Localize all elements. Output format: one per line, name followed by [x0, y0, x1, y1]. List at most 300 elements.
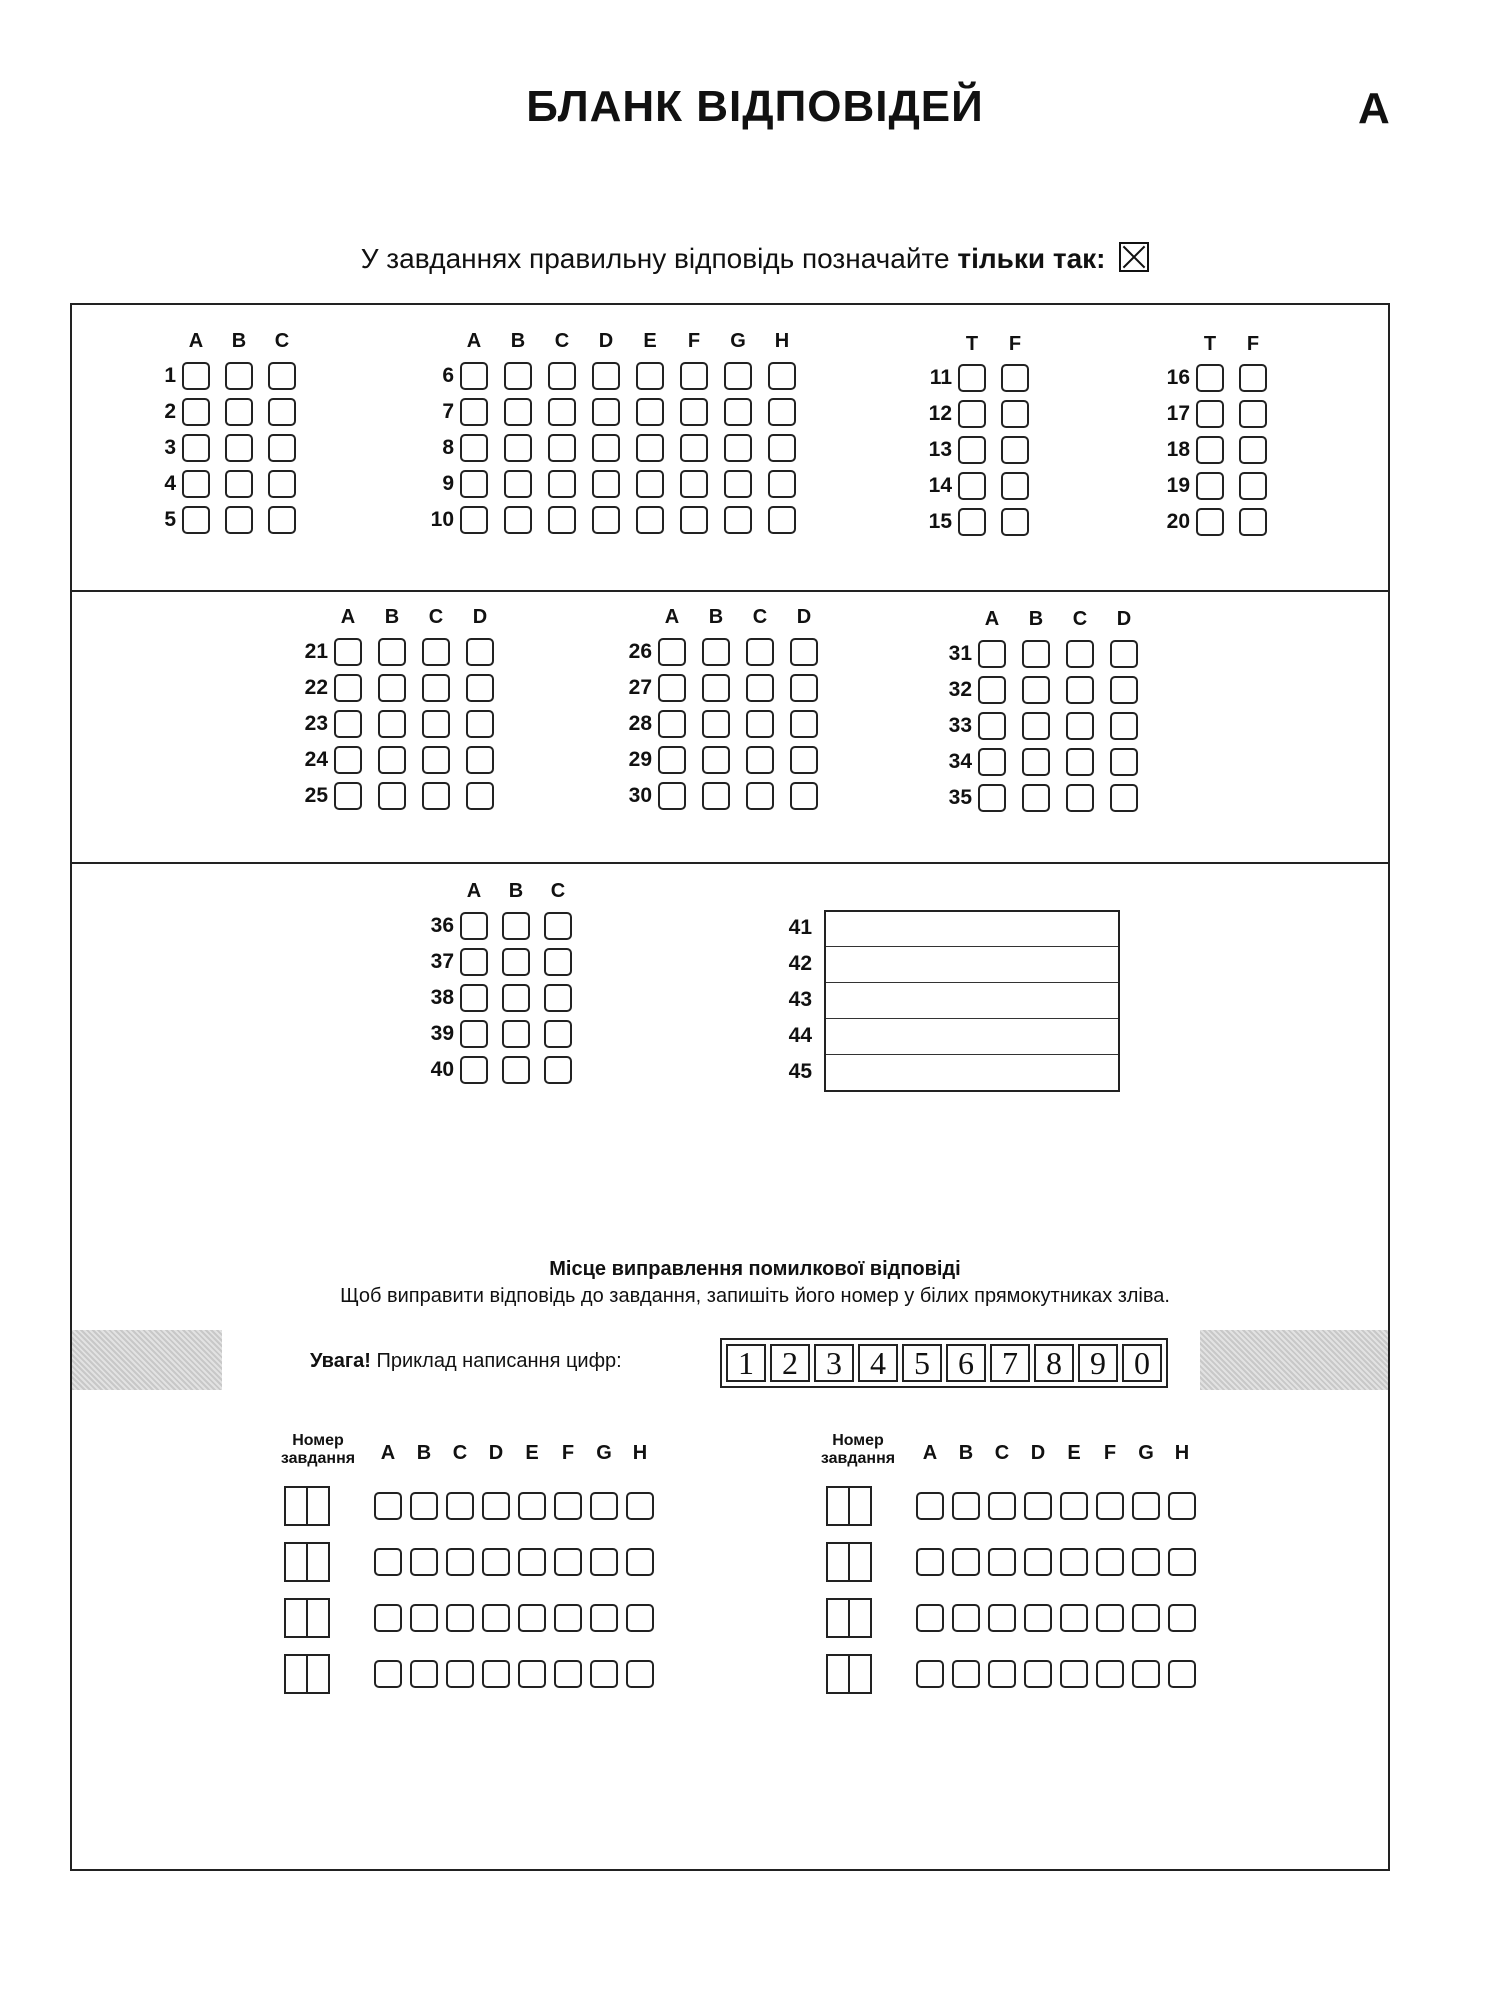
corr-right-answer-box-c[interactable] [988, 1604, 1016, 1632]
answer-box-26-b[interactable] [702, 638, 730, 666]
answer-box-26-a[interactable] [658, 638, 686, 666]
answer-box-8-h[interactable] [768, 434, 796, 462]
answer-box-7-c[interactable] [548, 398, 576, 426]
corr-left-answer-box-h[interactable] [626, 1660, 654, 1688]
corr-right-answer-box-e[interactable] [1060, 1604, 1088, 1632]
corr-right-answer-box-d[interactable] [1024, 1660, 1052, 1688]
corr-right-answer-box-c[interactable] [988, 1660, 1016, 1688]
corr-left-number-input[interactable] [284, 1598, 330, 1638]
answer-box-1-a[interactable] [182, 362, 210, 390]
corr-right-answer-box-a[interactable] [916, 1604, 944, 1632]
answer-box-36-b[interactable] [502, 912, 530, 940]
corr-left-answer-box-d[interactable] [482, 1492, 510, 1520]
answer-box-37-c[interactable] [544, 948, 572, 976]
number-label-line1: Номер [292, 1432, 344, 1449]
answer-box-27-c[interactable] [746, 674, 774, 702]
answer-box-29-c[interactable] [746, 746, 774, 774]
answer-box-24-a[interactable] [334, 746, 362, 774]
s2g1-header-d: D [472, 606, 488, 628]
answer-box-24-c[interactable] [422, 746, 450, 774]
question-number-26: 26 [628, 640, 652, 663]
answer-box-9-b[interactable] [504, 470, 532, 498]
answer-box-9-d[interactable] [592, 470, 620, 498]
question-number-38: 38 [430, 986, 454, 1009]
corr-left-header-c: C [452, 1442, 468, 1464]
answer-box-1-b[interactable] [225, 362, 253, 390]
answer-box-36-a[interactable] [460, 912, 488, 940]
answer-box-34-a[interactable] [978, 748, 1006, 776]
answer-box-27-d[interactable] [790, 674, 818, 702]
question-number-5: 5 [164, 508, 176, 531]
corr-left-answer-box-b[interactable] [410, 1660, 438, 1688]
answer-box-9-g[interactable] [724, 470, 752, 498]
answer-box-23-b[interactable] [378, 710, 406, 738]
answer-box-40-c[interactable] [544, 1056, 572, 1084]
answer-box-6-e[interactable] [636, 362, 664, 390]
answer-box-9-e[interactable] [636, 470, 664, 498]
corr-left-answer-box-g[interactable] [590, 1604, 618, 1632]
question-number-34: 34 [948, 750, 972, 773]
corr-left-answer-box-d[interactable] [482, 1660, 510, 1688]
s2g2-header-d: D [796, 606, 812, 628]
answer-box-25-d[interactable] [466, 782, 494, 810]
corr-left-answer-box-a[interactable] [374, 1604, 402, 1632]
corr-right-answer-box-b[interactable] [952, 1604, 980, 1632]
answer-box-35-a[interactable] [978, 784, 1006, 812]
answer-box-6-c[interactable] [548, 362, 576, 390]
answer-box-28-c[interactable] [746, 710, 774, 738]
answer-box-3-b[interactable] [225, 434, 253, 462]
corr-left-answer-box-c[interactable] [446, 1492, 474, 1520]
answer-box-19-f[interactable] [1239, 472, 1267, 500]
answer-box-35-c[interactable] [1066, 784, 1094, 812]
answer-box-11-f[interactable] [1001, 364, 1029, 392]
corr-right-header-d: D [1030, 1442, 1046, 1464]
question-number-19: 19 [1166, 474, 1190, 497]
number-label-right [808, 1432, 908, 1468]
corr-right-answer-box-h[interactable] [1168, 1492, 1196, 1520]
question-number-3: 3 [164, 436, 176, 459]
corr-right-header-b: B [958, 1442, 974, 1464]
corr-left-number-input[interactable] [284, 1542, 330, 1582]
corr-right-answer-box-h[interactable] [1168, 1604, 1196, 1632]
gray-band [1200, 1330, 1388, 1390]
answer-box-13-f[interactable] [1001, 436, 1029, 464]
digit: 9 [1078, 1344, 1118, 1382]
question-number-22: 22 [304, 676, 328, 699]
answer-box-21-a[interactable] [334, 638, 362, 666]
question-number-41: 41 [788, 916, 812, 939]
answer-box-6-g[interactable] [724, 362, 752, 390]
answer-box-10-b[interactable] [504, 506, 532, 534]
answer-box-9-c[interactable] [548, 470, 576, 498]
answer-box-15-t[interactable] [958, 508, 986, 536]
s1g2-header-g: G [730, 330, 746, 352]
corr-left-answer-box-e[interactable] [518, 1660, 546, 1688]
question-number-44: 44 [788, 1024, 812, 1047]
answer-box-10-e[interactable] [636, 506, 664, 534]
answer-box-39-a[interactable] [460, 1020, 488, 1048]
answer-box-33-c[interactable] [1066, 712, 1094, 740]
corr-right-number-input[interactable] [826, 1486, 872, 1526]
answer-line [826, 982, 1118, 983]
answer-box-34-d[interactable] [1110, 748, 1138, 776]
variant-label: A [1358, 84, 1390, 133]
question-number-9: 9 [442, 472, 454, 495]
corr-right-answer-box-h[interactable] [1168, 1660, 1196, 1688]
s3g1-header-a: A [466, 880, 482, 902]
answer-box-8-d[interactable] [592, 434, 620, 462]
answer-box-25-c[interactable] [422, 782, 450, 810]
corr-left-answer-box-b[interactable] [410, 1604, 438, 1632]
answer-box-32-b[interactable] [1022, 676, 1050, 704]
answer-box-22-b[interactable] [378, 674, 406, 702]
corr-right-answer-box-f[interactable] [1096, 1604, 1124, 1632]
answer-box-7-b[interactable] [504, 398, 532, 426]
answer-box-4-c[interactable] [268, 470, 296, 498]
answer-box-7-g[interactable] [724, 398, 752, 426]
corr-right-answer-box-a[interactable] [916, 1660, 944, 1688]
corr-right-answer-box-h[interactable] [1168, 1548, 1196, 1576]
answer-box-31-c[interactable] [1066, 640, 1094, 668]
corr-left-answer-box-g[interactable] [590, 1548, 618, 1576]
answer-box-30-b[interactable] [702, 782, 730, 810]
answer-box-28-a[interactable] [658, 710, 686, 738]
instruction-text: У завданнях правильну відповідь позначайте [360, 243, 950, 274]
corr-left-answer-box-c[interactable] [446, 1604, 474, 1632]
answer-box-18-t[interactable] [1196, 436, 1224, 464]
answer-box-12-t[interactable] [958, 400, 986, 428]
answer-box-30-d[interactable] [790, 782, 818, 810]
answer-box-38-b[interactable] [502, 984, 530, 1012]
corr-left-answer-box-d[interactable] [482, 1548, 510, 1576]
answer-box-33-d[interactable] [1110, 712, 1138, 740]
corr-left-header-b: B [416, 1442, 432, 1464]
answer-box-10-h[interactable] [768, 506, 796, 534]
answer-box-32-d[interactable] [1110, 676, 1138, 704]
s2g2-header-c: C [752, 606, 768, 628]
corr-right-answer-box-f[interactable] [1096, 1548, 1124, 1576]
answer-box-29-d[interactable] [790, 746, 818, 774]
answer-box-10-f[interactable] [680, 506, 708, 534]
answer-box-3-a[interactable] [182, 434, 210, 462]
answer-box-20-f[interactable] [1239, 508, 1267, 536]
corr-right-answer-box-d[interactable] [1024, 1548, 1052, 1576]
answer-box-2-c[interactable] [268, 398, 296, 426]
question-number-37: 37 [430, 950, 454, 973]
answer-box-14-t[interactable] [958, 472, 986, 500]
question-number-30: 30 [628, 784, 652, 807]
answer-box-11-t[interactable] [958, 364, 986, 392]
corr-left-answer-box-h[interactable] [626, 1492, 654, 1520]
answer-box-37-b[interactable] [502, 948, 530, 976]
question-number-10: 10 [430, 508, 454, 531]
answer-box-29-a[interactable] [658, 746, 686, 774]
answer-box-31-a[interactable] [978, 640, 1006, 668]
warning [310, 1350, 622, 1373]
answer-box-5-a[interactable] [182, 506, 210, 534]
answer-box-22-c[interactable] [422, 674, 450, 702]
answer-box-32-c[interactable] [1066, 676, 1094, 704]
s1g2-header-b: B [510, 330, 526, 352]
corr-right-answer-box-g[interactable] [1132, 1660, 1160, 1688]
answer-box-27-a[interactable] [658, 674, 686, 702]
answer-box-6-a[interactable] [460, 362, 488, 390]
s1g1-header-b: B [231, 330, 247, 352]
corr-left-answer-box-e[interactable] [518, 1492, 546, 1520]
answer-box-1-c[interactable] [268, 362, 296, 390]
number-label-line1: Номер [832, 1432, 884, 1449]
answer-box-5-c[interactable] [268, 506, 296, 534]
s1g1-header-a: A [188, 330, 204, 352]
answer-box-34-b[interactable] [1022, 748, 1050, 776]
answer-box-21-c[interactable] [422, 638, 450, 666]
corr-right-header-a: A [922, 1442, 938, 1464]
page-title: БЛАНК ВІДПОВІДЕЙ [526, 82, 984, 131]
answer-box-35-b[interactable] [1022, 784, 1050, 812]
answer-box-28-d[interactable] [790, 710, 818, 738]
digit: 0 [1122, 1344, 1162, 1382]
answer-box-4-a[interactable] [182, 470, 210, 498]
answer-box-10-g[interactable] [724, 506, 752, 534]
corr-left-answer-box-c[interactable] [446, 1548, 474, 1576]
corr-right-answer-box-a[interactable] [916, 1492, 944, 1520]
answer-box-8-f[interactable] [680, 434, 708, 462]
corr-left-answer-box-e[interactable] [518, 1548, 546, 1576]
section-divider [70, 590, 1390, 592]
answer-box-22-a[interactable] [334, 674, 362, 702]
answer-box-39-c[interactable] [544, 1020, 572, 1048]
corr-right-answer-box-e[interactable] [1060, 1548, 1088, 1576]
question-number-29: 29 [628, 748, 652, 771]
answer-box-19-t[interactable] [1196, 472, 1224, 500]
answer-box-10-a[interactable] [460, 506, 488, 534]
corr-left-answer-box-c[interactable] [446, 1660, 474, 1688]
answer-box-21-b[interactable] [378, 638, 406, 666]
answer-box-5-b[interactable] [225, 506, 253, 534]
correction-title: Місце виправлення помилкової відповіді [549, 1258, 961, 1280]
s1g2-header-e: E [643, 330, 657, 352]
corr-right-header-f: F [1103, 1442, 1117, 1464]
answer-box-36-c[interactable] [544, 912, 572, 940]
corr-left-answer-box-a[interactable] [374, 1492, 402, 1520]
corr-right-answer-box-c[interactable] [988, 1492, 1016, 1520]
answer-box-35-d[interactable] [1110, 784, 1138, 812]
digit: 1 [726, 1344, 766, 1382]
answer-box-6-d[interactable] [592, 362, 620, 390]
digit: 6 [946, 1344, 986, 1382]
gray-band [72, 1330, 222, 1390]
answer-box-30-c[interactable] [746, 782, 774, 810]
answer-box-8-e[interactable] [636, 434, 664, 462]
digit: 4 [858, 1344, 898, 1382]
corr-right-answer-box-b[interactable] [952, 1492, 980, 1520]
corr-right-number-input[interactable] [826, 1542, 872, 1582]
answer-box-17-f[interactable] [1239, 400, 1267, 428]
answer-box-23-d[interactable] [466, 710, 494, 738]
s3g1-header-b: B [508, 880, 524, 902]
s1g4-header-t: T [1203, 333, 1217, 355]
answer-box-7-d[interactable] [592, 398, 620, 426]
corr-right-answer-box-d[interactable] [1024, 1492, 1052, 1520]
corr-left-answer-box-a[interactable] [374, 1660, 402, 1688]
number-label-line2: завдання [820, 1450, 896, 1467]
answer-box-13-t[interactable] [958, 436, 986, 464]
answer-box-26-d[interactable] [790, 638, 818, 666]
instruction [0, 242, 1510, 275]
corr-right-header-e: E [1067, 1442, 1081, 1464]
s2g3-header-b: B [1028, 608, 1044, 630]
corr-left-number-input[interactable] [284, 1486, 330, 1526]
answer-box-26-c[interactable] [746, 638, 774, 666]
answer-box-2-a[interactable] [182, 398, 210, 426]
answer-box-23-c[interactable] [422, 710, 450, 738]
answer-box-38-c[interactable] [544, 984, 572, 1012]
answer-line [826, 1054, 1118, 1055]
corr-left-answer-box-b[interactable] [410, 1548, 438, 1576]
answer-box-4-b[interactable] [225, 470, 253, 498]
answer-box-8-g[interactable] [724, 434, 752, 462]
answer-box-9-f[interactable] [680, 470, 708, 498]
corr-left-answer-box-h[interactable] [626, 1604, 654, 1632]
corr-left-answer-box-d[interactable] [482, 1604, 510, 1632]
open-answer-box[interactable] [824, 910, 1120, 1092]
corr-left-header-a: A [380, 1442, 396, 1464]
corr-right-answer-box-c[interactable] [988, 1548, 1016, 1576]
s1g4-header-f: F [1246, 333, 1260, 355]
answer-box-40-b[interactable] [502, 1056, 530, 1084]
answer-box-24-d[interactable] [466, 746, 494, 774]
s2g2-header-a: A [664, 606, 680, 628]
answer-box-7-h[interactable] [768, 398, 796, 426]
corr-right-answer-box-d[interactable] [1024, 1604, 1052, 1632]
question-number-28: 28 [628, 712, 652, 735]
corr-right-header-c: C [994, 1442, 1010, 1464]
corr-right-answer-box-f[interactable] [1096, 1492, 1124, 1520]
digit: 3 [814, 1344, 854, 1382]
answer-box-31-b[interactable] [1022, 640, 1050, 668]
answer-box-7-f[interactable] [680, 398, 708, 426]
answer-box-12-f[interactable] [1001, 400, 1029, 428]
s1g2-header-a: A [466, 330, 482, 352]
corr-left-answer-box-f[interactable] [554, 1548, 582, 1576]
s1g2-header-d: D [598, 330, 614, 352]
answer-box-15-f[interactable] [1001, 508, 1029, 536]
corr-left-answer-box-a[interactable] [374, 1548, 402, 1576]
answer-box-6-b[interactable] [504, 362, 532, 390]
answer-box-23-a[interactable] [334, 710, 362, 738]
s2g1-header-c: C [428, 606, 444, 628]
answer-box-8-a[interactable] [460, 434, 488, 462]
answer-box-10-c[interactable] [548, 506, 576, 534]
corr-right-answer-box-g[interactable] [1132, 1492, 1160, 1520]
corr-right-answer-box-b[interactable] [952, 1660, 980, 1688]
answer-box-6-h[interactable] [768, 362, 796, 390]
answer-box-17-t[interactable] [1196, 400, 1224, 428]
corr-right-number-input[interactable] [826, 1654, 872, 1694]
corr-left-answer-box-g[interactable] [590, 1660, 618, 1688]
answer-box-8-b[interactable] [504, 434, 532, 462]
corr-left-answer-box-h[interactable] [626, 1548, 654, 1576]
corr-left-answer-box-f[interactable] [554, 1604, 582, 1632]
answer-box-16-f[interactable] [1239, 364, 1267, 392]
corr-right-answer-box-b[interactable] [952, 1548, 980, 1576]
answer-box-40-a[interactable] [460, 1056, 488, 1084]
question-number-40: 40 [430, 1058, 454, 1081]
corr-right-answer-box-g[interactable] [1132, 1604, 1160, 1632]
question-number-8: 8 [442, 436, 454, 459]
answer-box-33-b[interactable] [1022, 712, 1050, 740]
answer-box-31-d[interactable] [1110, 640, 1138, 668]
answer-box-18-f[interactable] [1239, 436, 1267, 464]
digit: 7 [990, 1344, 1030, 1382]
answer-box-6-f[interactable] [680, 362, 708, 390]
answer-line [826, 946, 1118, 947]
corr-left-answer-box-e[interactable] [518, 1604, 546, 1632]
answer-box-32-a[interactable] [978, 676, 1006, 704]
answer-line [826, 1018, 1118, 1019]
corr-right-answer-box-g[interactable] [1132, 1548, 1160, 1576]
s2g2-header-b: B [708, 606, 724, 628]
answer-box-8-c[interactable] [548, 434, 576, 462]
answer-box-2-b[interactable] [225, 398, 253, 426]
answer-box-10-d[interactable] [592, 506, 620, 534]
corr-left-answer-box-g[interactable] [590, 1492, 618, 1520]
answer-box-20-t[interactable] [1196, 508, 1224, 536]
s1g2-header-h: H [774, 330, 790, 352]
answer-box-28-b[interactable] [702, 710, 730, 738]
answer-box-34-c[interactable] [1066, 748, 1094, 776]
corr-left-header-g: G [596, 1442, 612, 1464]
question-number-14: 14 [928, 474, 952, 497]
answer-box-7-a[interactable] [460, 398, 488, 426]
answer-box-37-a[interactable] [460, 948, 488, 976]
answer-box-16-t[interactable] [1196, 364, 1224, 392]
corr-right-number-input[interactable] [826, 1598, 872, 1638]
question-number-7: 7 [442, 400, 454, 423]
question-number-24: 24 [304, 748, 328, 771]
answer-box-22-d[interactable] [466, 674, 494, 702]
corr-left-answer-box-b[interactable] [410, 1492, 438, 1520]
answer-box-33-a[interactable] [978, 712, 1006, 740]
answer-box-3-c[interactable] [268, 434, 296, 462]
answer-box-30-a[interactable] [658, 782, 686, 810]
s2g1-header-b: B [384, 606, 400, 628]
corr-right-answer-box-a[interactable] [916, 1548, 944, 1576]
answer-frame [70, 303, 1390, 1871]
answer-box-7-e[interactable] [636, 398, 664, 426]
answer-box-25-b[interactable] [378, 782, 406, 810]
corr-right-answer-box-e[interactable] [1060, 1492, 1088, 1520]
answer-box-25-a[interactable] [334, 782, 362, 810]
answer-box-39-b[interactable] [502, 1020, 530, 1048]
answer-box-9-a[interactable] [460, 470, 488, 498]
corr-right-header-g: G [1138, 1442, 1154, 1464]
answer-box-9-h[interactable] [768, 470, 796, 498]
corr-left-answer-box-f[interactable] [554, 1660, 582, 1688]
corr-left-number-input[interactable] [284, 1654, 330, 1694]
corr-right-answer-box-e[interactable] [1060, 1660, 1088, 1688]
answer-box-21-d[interactable] [466, 638, 494, 666]
answer-box-29-b[interactable] [702, 746, 730, 774]
s1g3-header-t: T [965, 333, 979, 355]
answer-box-14-f[interactable] [1001, 472, 1029, 500]
corr-right-answer-box-f[interactable] [1096, 1660, 1124, 1688]
answer-box-38-a[interactable] [460, 984, 488, 1012]
corr-left-answer-box-f[interactable] [554, 1492, 582, 1520]
answer-box-27-b[interactable] [702, 674, 730, 702]
answer-box-24-b[interactable] [378, 746, 406, 774]
